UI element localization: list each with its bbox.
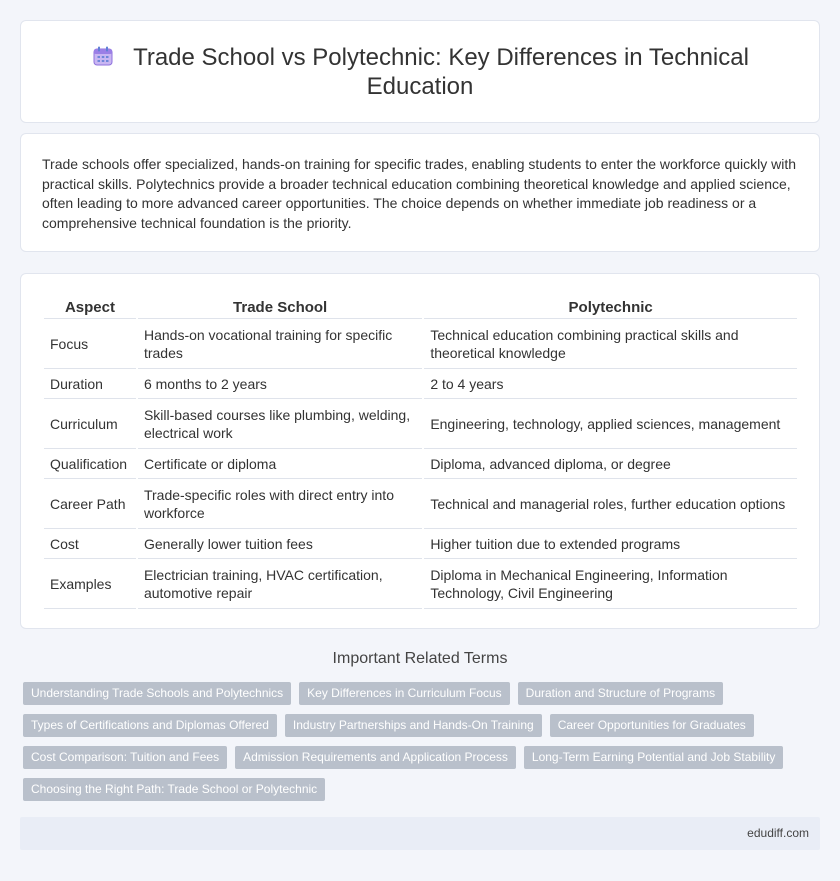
trade-school-cell: Skill-based courses like plumbing, welding, electrical work	[138, 399, 422, 449]
table-header-row	[44, 296, 797, 319]
polytechnic-cell: 2 to 4 years	[424, 369, 797, 399]
related-term-tag[interactable]: Career Opportunities for Graduates	[550, 714, 754, 737]
related-term-tag[interactable]: Duration and Structure of Programs	[518, 682, 723, 705]
table-row	[44, 559, 797, 609]
aspect-cell: Cost	[44, 529, 136, 559]
polytechnic-cell: Engineering, technology, applied sciences, management	[424, 399, 797, 449]
aspect-cell: Curriculum	[44, 399, 136, 449]
header-aspect: Aspect	[44, 296, 136, 319]
table-row	[44, 529, 797, 559]
aspect-cell: Duration	[44, 369, 136, 399]
header-card	[20, 20, 820, 123]
related-term-tag[interactable]: Cost Comparison: Tuition and Fees	[23, 746, 227, 769]
trade-school-cell: 6 months to 2 years	[138, 369, 422, 399]
polytechnic-cell: Higher tuition due to extended programs	[424, 529, 797, 559]
related-terms-list	[23, 682, 813, 801]
related-term-tag[interactable]: Types of Certifications and Diplomas Offered	[23, 714, 277, 737]
intro-card	[20, 133, 820, 252]
comparison-table	[42, 296, 799, 609]
trade-school-cell: Trade-specific roles with direct entry into workforce	[138, 479, 422, 529]
header-trade-school: Trade School	[138, 296, 422, 319]
trade-school-cell: Hands-on vocational training for specific trades	[138, 319, 422, 369]
related-terms-heading: Important Related Terms	[332, 650, 508, 667]
page-title-row	[21, 43, 819, 101]
aspect-cell: Qualification	[44, 449, 136, 479]
table-row	[44, 319, 797, 369]
related-term-tag[interactable]: Understanding Trade Schools and Polytechnics	[23, 682, 291, 705]
polytechnic-cell: Technical and managerial roles, further education options	[424, 479, 797, 529]
aspect-cell: Examples	[44, 559, 136, 609]
polytechnic-cell: Diploma, advanced diploma, or degree	[424, 449, 797, 479]
table-row	[44, 369, 797, 399]
trade-school-cell: Generally lower tuition fees	[138, 529, 422, 559]
comparison-card	[20, 273, 820, 629]
related-term-tag[interactable]: Choosing the Right Path: Trade School or Polytechnic	[23, 778, 325, 801]
table-row	[44, 449, 797, 479]
calendar-icon	[91, 44, 115, 68]
table-row	[44, 479, 797, 529]
related-term-tag[interactable]: Admission Requirements and Application Process	[235, 746, 516, 769]
related-term-tag[interactable]: Key Differences in Curriculum Focus	[299, 682, 510, 705]
table-row	[44, 399, 797, 449]
related-term-tag[interactable]: Industry Partnerships and Hands-On Training	[285, 714, 542, 737]
polytechnic-cell: Technical education combining practical skills and theoretical knowledge	[424, 319, 797, 369]
aspect-cell: Career Path	[44, 479, 136, 529]
intro-paragraph: Trade schools offer specialized, hands-on training for specific trades, enabling students to enter the workforce quickly with practical skills. Polytechnics provide a broader technical education combining theoretical knowledge and applied science, often leading to more advanced career opportunities. The choice depends on whether immediate job readiness or a comprehensive technical foundation is the priority.	[42, 156, 797, 231]
trade-school-cell: Electrician training, HVAC certification, automotive repair	[138, 559, 422, 609]
trade-school-cell: Certificate or diploma	[138, 449, 422, 479]
header-polytechnic: Polytechnic	[424, 296, 797, 319]
footer-site-link[interactable]: edudiff.com	[747, 826, 809, 840]
related-term-tag[interactable]: Long-Term Earning Potential and Job Stability	[524, 746, 783, 769]
page-title: Trade School vs Polytechnic: Key Differences in Technical Education	[133, 44, 749, 100]
footer-bar	[20, 817, 820, 850]
polytechnic-cell: Diploma in Mechanical Engineering, Information Technology, Civil Engineering	[424, 559, 797, 609]
aspect-cell: Focus	[44, 319, 136, 369]
